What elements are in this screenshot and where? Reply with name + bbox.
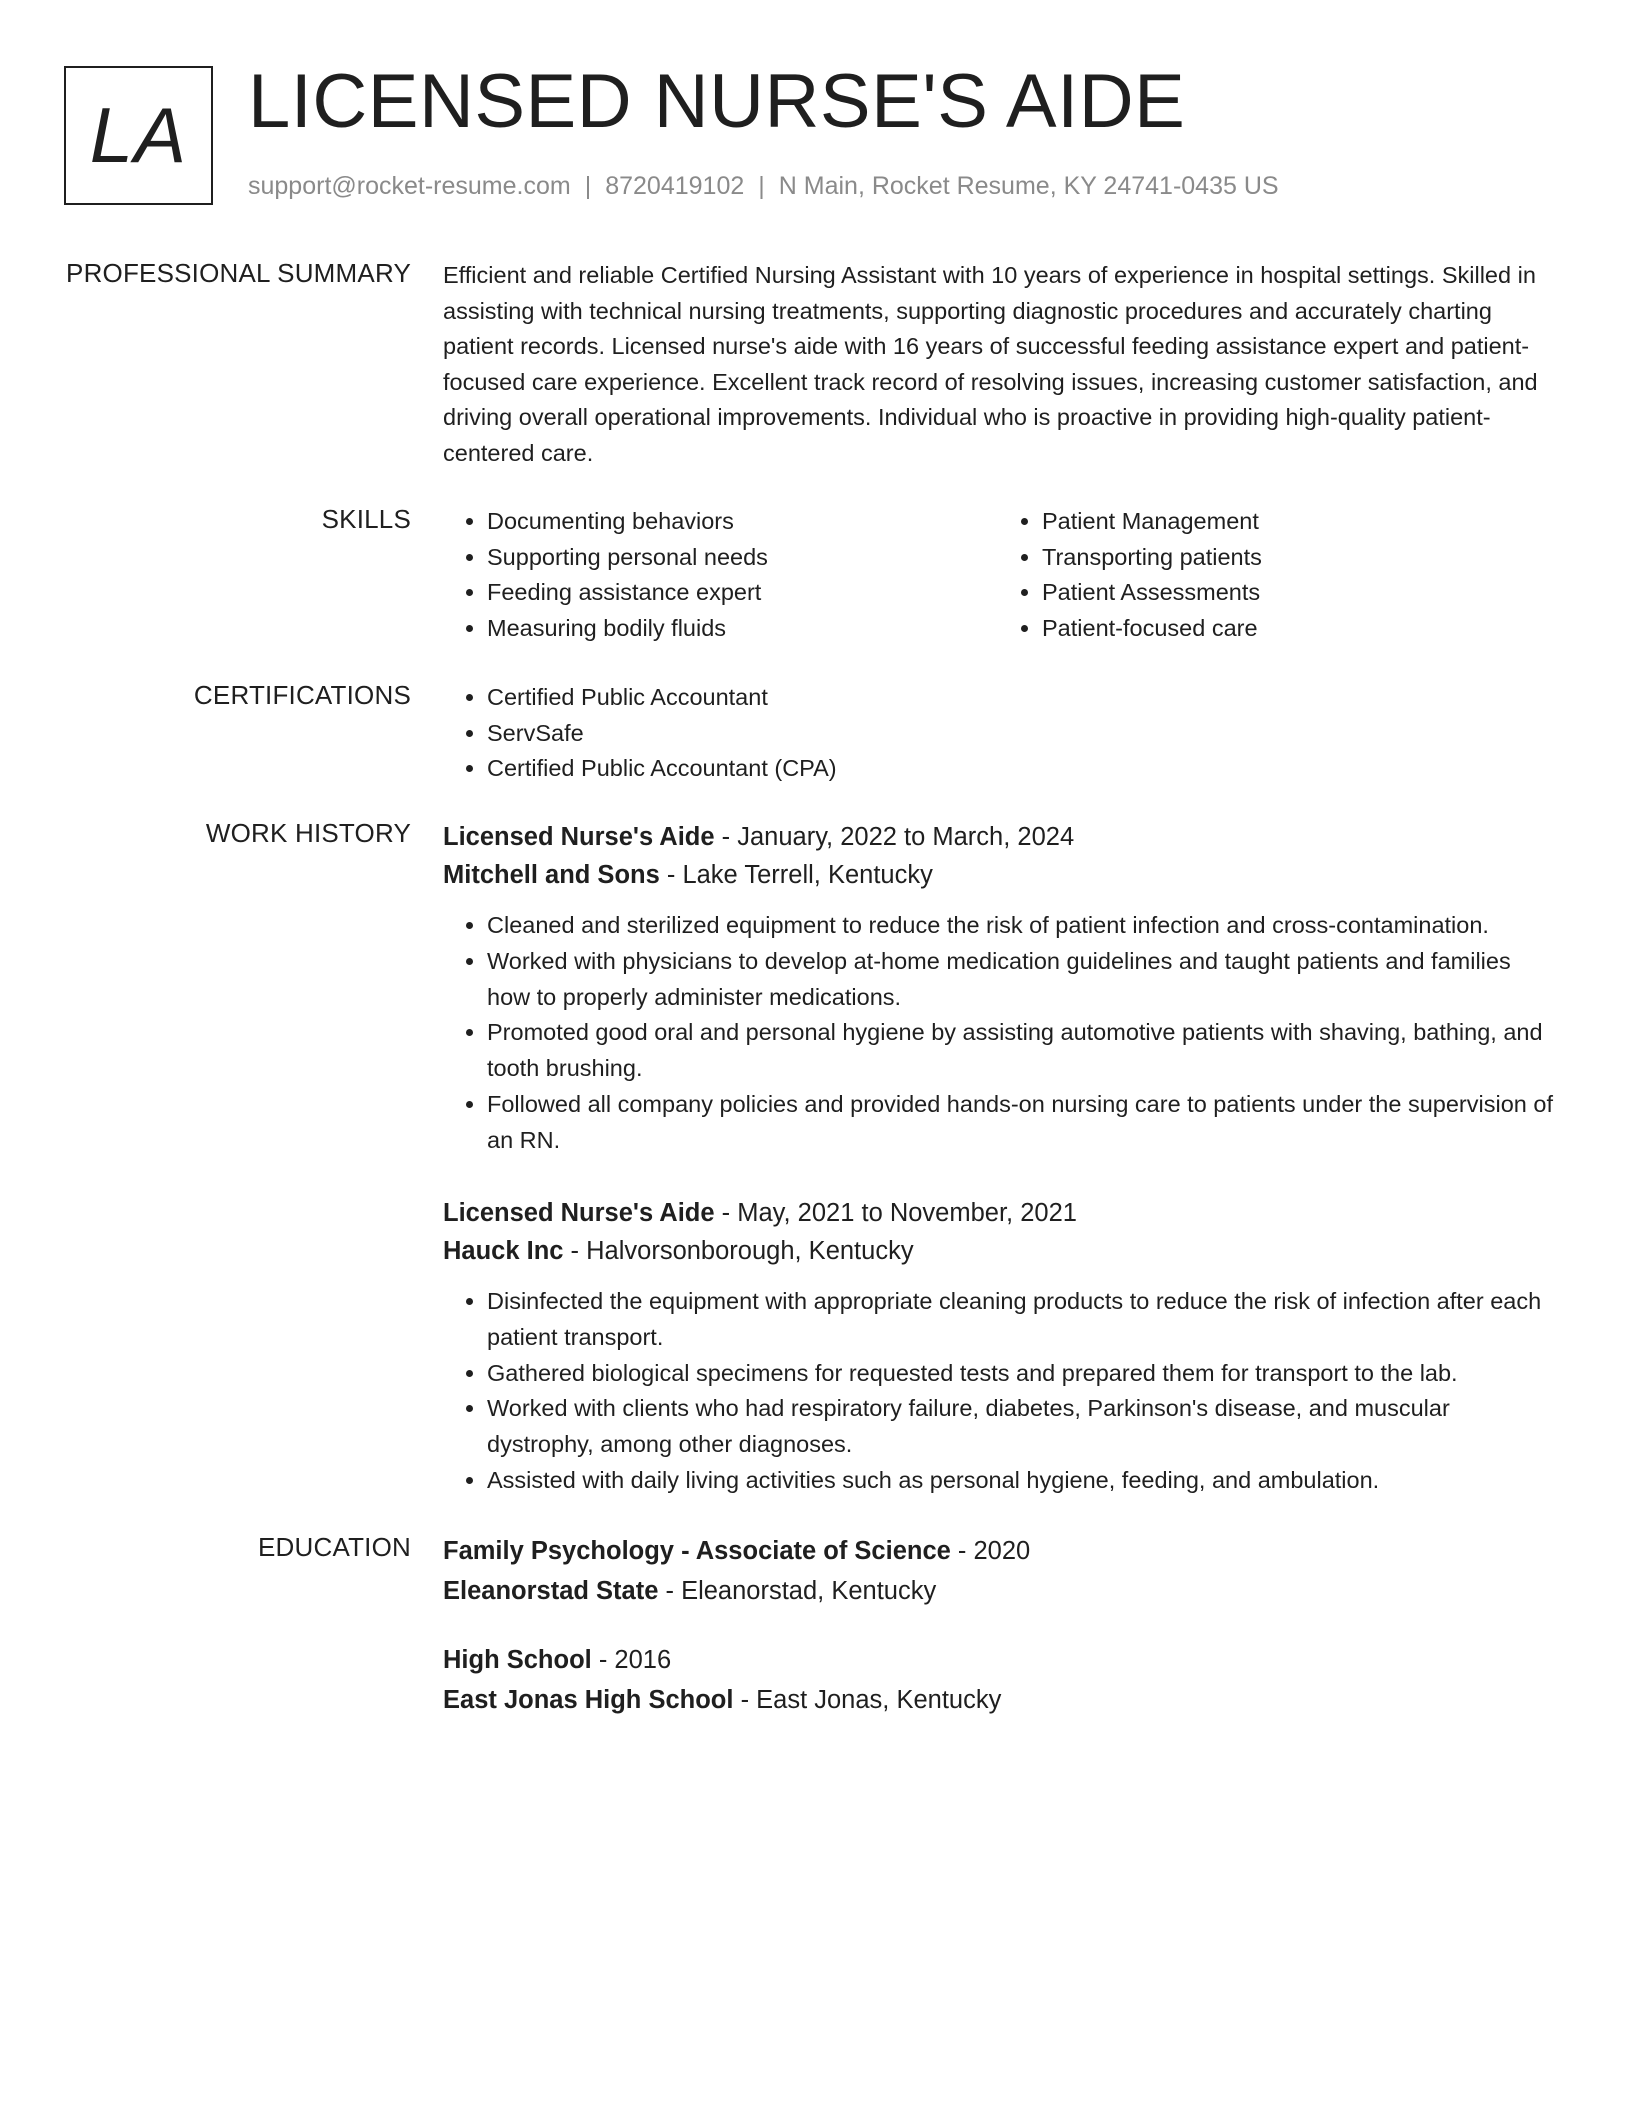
education-year: - 2016	[591, 1646, 672, 1674]
job-duties-list	[443, 1284, 1553, 1499]
education-degree: Family Psychology - Associate of Science	[443, 1537, 951, 1565]
job-title-line	[443, 818, 1553, 856]
certifications-list	[443, 680, 1553, 787]
contact-phone[interactable]: 8720419102	[605, 172, 745, 200]
contact-address: N Main, Rocket Resume, KY 24741-0435 US	[778, 172, 1279, 200]
skill-item: • Transporting patients	[1042, 540, 1553, 576]
certification-item: • Certified Public Accountant	[487, 680, 1553, 716]
section-label-summary: PROFESSIONAL SUMMARY	[66, 258, 411, 288]
education-school-line	[443, 1572, 1553, 1610]
education-school: East Jonas High School	[443, 1686, 734, 1714]
skill-item: • Measuring bodily fluids	[487, 611, 998, 647]
job-duty: • Followed all company policies and provided hands-on nursing care to patients under the supervision of an RN.	[487, 1087, 1553, 1159]
section-label-skills: SKILLS	[321, 504, 411, 534]
skill-item: • Patient-focused care	[1042, 611, 1553, 647]
monogram-initials: LA	[89, 91, 188, 179]
job-company: Hauck Inc	[443, 1237, 564, 1265]
job-duty: • Disinfected the equipment with appropriate cleaning products to reduce the risk of infection after each patient transport.	[487, 1284, 1553, 1356]
job-duty: • Promoted good oral and personal hygiene by assisting automotive patients with shaving, bathing, and tooth brushing.	[487, 1015, 1553, 1087]
summary-text: Efficient and reliable Certified Nursing Assistant with 10 years of experience in hospital settings. Skilled in assisting with technical nursing treatments, supporting diagnostic procedures and accurately charting patient records. Licensed nurse's aide with 16 years of successful feeding assistance expert and patient-focused care experience. Excellent track record of resolving issues, increasing customer satisfaction, and driving overall operational improvements. Individual who is proactive in providing high-quality patient-centered care.	[443, 262, 1538, 466]
job-entry	[443, 818, 1553, 1159]
job-company-line	[443, 856, 1553, 894]
job-duty: • Worked with physicians to develop at-home medication guidelines and taught patients and families how to properly administer medications.	[487, 944, 1553, 1016]
job-title: Licensed Nurse's Aide	[443, 1199, 715, 1227]
education-degree-line	[443, 1641, 1553, 1679]
job-duty: • Gathered biological specimens for requested tests and prepared them for transport to the lab.	[487, 1356, 1553, 1392]
job-location: - Lake Terrell, Kentucky	[659, 861, 933, 889]
skill-item: • Patient Management	[1042, 504, 1553, 540]
job-duty: • Assisted with daily living activities such as personal hygiene, feeding, and ambulation.	[487, 1463, 1553, 1499]
job-duties-list	[443, 908, 1553, 1159]
skills-list-left	[443, 504, 998, 646]
contact-email[interactable]: support@rocket-resume.com	[248, 172, 571, 200]
education-school-line	[443, 1681, 1553, 1719]
section-label-education: EDUCATION	[258, 1532, 411, 1562]
education-degree-line	[443, 1532, 1553, 1570]
job-entry	[443, 1194, 1553, 1499]
job-dates: - May, 2021 to November, 2021	[714, 1199, 1077, 1227]
skill-item: • Feeding assistance expert	[487, 575, 998, 611]
education-school: Eleanorstad State	[443, 1577, 659, 1605]
education-entry	[443, 1532, 1553, 1610]
job-title-line	[443, 1194, 1553, 1232]
skill-item: • Patient Assessments	[1042, 575, 1553, 611]
education-degree: High School	[443, 1646, 592, 1674]
education-location: - Eleanorstad, Kentucky	[658, 1577, 937, 1605]
job-location: - Halvorsonborough, Kentucky	[563, 1237, 914, 1265]
job-company-line	[443, 1232, 1553, 1270]
skills-list-right	[998, 504, 1553, 646]
job-dates: - January, 2022 to March, 2024	[714, 823, 1075, 851]
education-location: - East Jonas, Kentucky	[733, 1686, 1002, 1714]
contact-separator: |	[758, 172, 765, 200]
contact-line	[248, 172, 1279, 201]
skill-item: • Documenting behaviors	[487, 504, 998, 540]
contact-separator: |	[584, 172, 592, 200]
education-entry	[443, 1641, 1553, 1719]
job-duty: • Cleaned and sterilized equipment to reduce the risk of patient infection and cross-contamination.	[487, 908, 1553, 944]
resume-title: LICENSED NURSE'S AIDE	[248, 59, 1186, 144]
education-year: - 2020	[950, 1537, 1031, 1565]
section-label-work-history: WORK HISTORY	[205, 818, 411, 848]
job-company: Mitchell and Sons	[443, 861, 660, 889]
monogram-box	[64, 66, 213, 205]
certification-item: • Certified Public Accountant (CPA)	[487, 751, 1553, 787]
job-title: Licensed Nurse's Aide	[443, 823, 715, 851]
skill-item: • Supporting personal needs	[487, 540, 998, 576]
job-duty: • Worked with clients who had respiratory failure, diabetes, Parkinson's disease, and muscular dystrophy, among other diagnoses.	[487, 1391, 1553, 1463]
section-label-certifications: CERTIFICATIONS	[193, 680, 411, 710]
certification-item: • ServSafe	[487, 716, 1553, 752]
